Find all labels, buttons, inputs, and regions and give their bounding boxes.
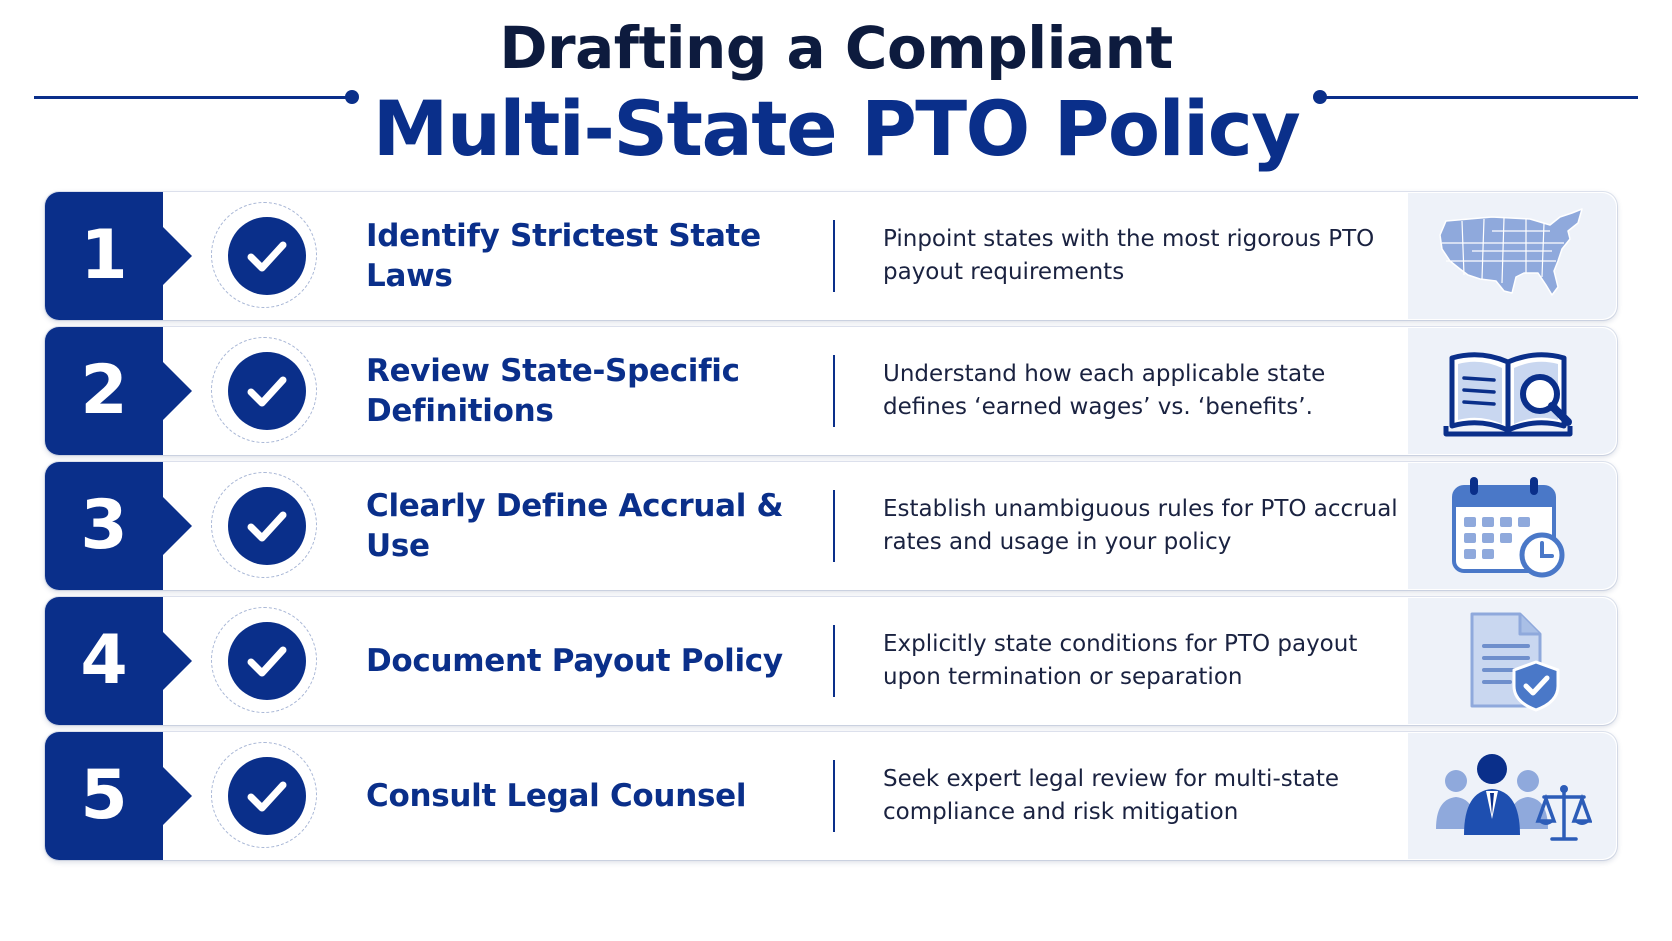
step-title: Document Payout Policy (366, 643, 783, 679)
step-number: 4 (80, 621, 128, 700)
calendar-clock-icon (1432, 469, 1592, 583)
step-description: Seek expert legal review for multi-state compliance and risk mitigation (883, 766, 1340, 825)
step-number-arrow (162, 496, 192, 556)
step-title: Identify Strictest State Laws (366, 218, 761, 294)
divider (833, 355, 835, 427)
icon-panel (1408, 328, 1616, 454)
step-title: Clearly Define Accrual & Use (366, 488, 784, 564)
icon-panel (1408, 733, 1616, 859)
step-card-5 (45, 732, 1617, 860)
step-number: 5 (80, 756, 128, 835)
step-number-arrow (162, 226, 192, 286)
icon-panel (1408, 598, 1616, 724)
step-card-4 (45, 597, 1617, 725)
step-description: Pinpoint states with the most rigorous PTO payout requirements (883, 226, 1375, 285)
icon-panel (1408, 463, 1616, 589)
step-number: 1 (80, 216, 128, 295)
step-number-arrow (162, 361, 192, 421)
check-icon (228, 622, 306, 700)
header (0, 0, 1672, 185)
step-description: Understand how each applicable state defines ‘earned wages’ vs. ‘benefits’. (883, 361, 1326, 420)
document-shield-icon (1432, 604, 1592, 718)
check-icon (228, 487, 306, 565)
us-map-icon (1432, 199, 1592, 313)
step-card-1 (45, 192, 1617, 320)
people-scales-icon (1432, 739, 1592, 853)
book-magnifier-icon (1432, 334, 1592, 448)
step-title: Consult Legal Counsel (366, 778, 747, 814)
step-description: Establish unambiguous rules for PTO accrual rates and usage in your policy (883, 496, 1398, 555)
step-number: 3 (80, 486, 128, 565)
step-description: Explicitly state conditions for PTO payout upon termination or separation (883, 631, 1358, 690)
divider (833, 760, 835, 832)
icon-panel (1408, 193, 1616, 319)
step-card-3 (45, 462, 1617, 590)
divider (833, 625, 835, 697)
step-number-arrow (162, 631, 192, 691)
step-number: 2 (80, 351, 128, 430)
step-number-arrow (162, 766, 192, 826)
step-title: Review State-Specific Definitions (366, 353, 740, 429)
step-card-2 (45, 327, 1617, 455)
divider (833, 220, 835, 292)
check-icon (228, 352, 306, 430)
check-icon (228, 757, 306, 835)
check-icon (228, 217, 306, 295)
divider (833, 490, 835, 562)
page-title-line-1: Drafting a Compliant (499, 14, 1173, 82)
page-title-line-2: Multi-State PTO Policy (372, 84, 1300, 173)
